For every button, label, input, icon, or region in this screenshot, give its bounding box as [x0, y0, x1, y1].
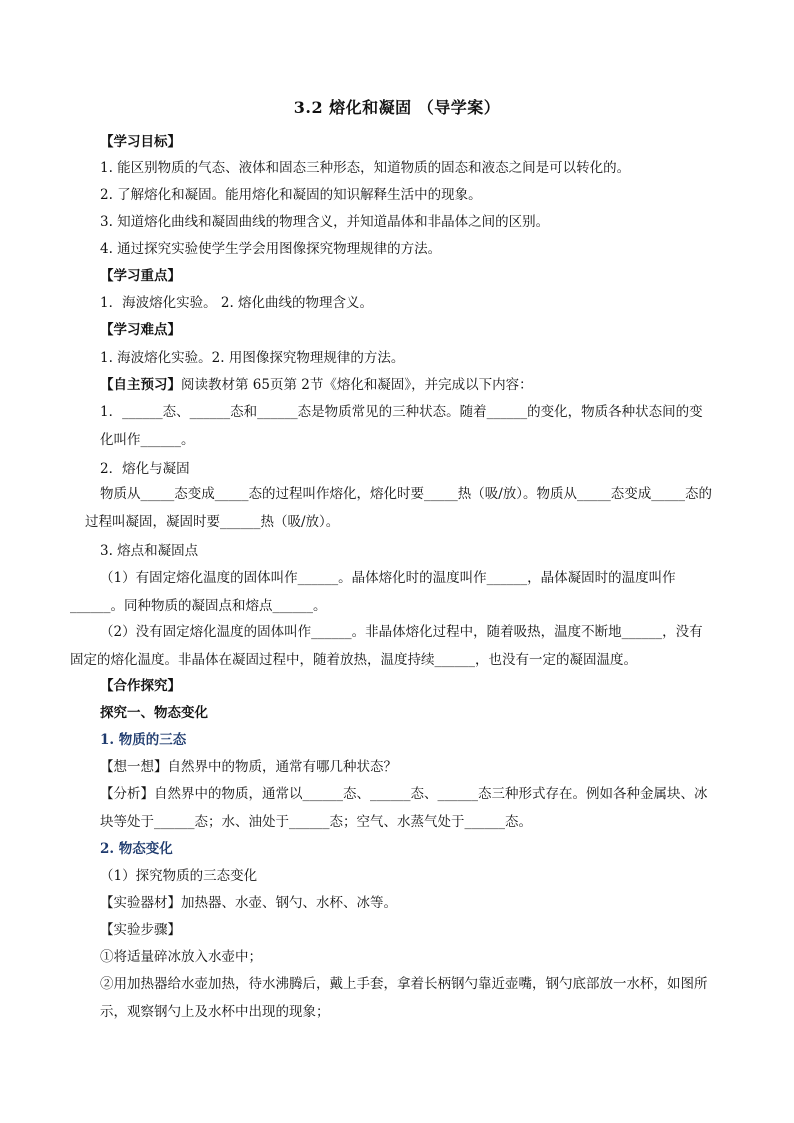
sub-heading-three-states: 1. 物质的三态 [100, 732, 187, 748]
preview-line [100, 375, 714, 395]
key-points-text: 1．海波熔化实验。 2. 熔化曲线的物理含义。 [100, 295, 374, 311]
think-label: 【想一想】 [100, 759, 168, 775]
goal-item-2: 2. 了解熔化和凝固。能用熔化和凝固的知识解释生活中的现象。 [100, 187, 482, 203]
goals-heading: 【学习目标】 [100, 134, 181, 150]
steps-heading: 【实验步骤】 [100, 922, 181, 938]
goal-item-1: 1. 能区别物质的气态、液体和固态三种形态，知道物质的固态和液态之间是可以转化的。 [100, 160, 631, 176]
preview-question-2-title: 2．熔化与凝固 [100, 461, 190, 477]
difficulties-text: 1. 海波熔化实验。2. 用图像探究物理规律的方法。 [100, 350, 405, 366]
analysis-label: 【分析】 [100, 786, 154, 802]
sub2-item-1: （1）探究物质的三态变化 [100, 868, 258, 884]
explore-1-heading: 探究一、物态变化 [100, 705, 208, 721]
step-1: ①将适量碎冰放入水壶中； [100, 949, 262, 965]
preview-question-2: 物质从_____态变成_____态的过程叫作熔化，熔化时要_____热（吸/放）。物质从_____态变成_____态的过程叫凝固，凝固时要______热（吸/放）。 [85, 486, 713, 530]
preview-question-3-2: （2）没有固定熔化温度的固体叫作______。非晶体熔化过程中，随着吸热，温度不断地______，没有固定的熔化温度。非晶体在凝固过程中，随着放热，温度持续______，也没有一定的凝固温度。 [70, 624, 703, 668]
cooperation-heading: 【合作探究】 [100, 678, 181, 694]
equipment-line [100, 893, 714, 913]
difficulties-heading: 【学习难点】 [100, 322, 181, 338]
equipment-label: 【实验器材】 [100, 895, 181, 911]
think-text: 自然界中的物质，通常有哪几种状态？ [167, 759, 397, 775]
analysis-text: 自然界中的物质，通常以______态、______态、______态三种形式存在。例如各种金属块、冰块等处于______态；水、油处于______态；空气、水蒸气处于______态。 [100, 786, 708, 830]
analysis-paragraph [100, 780, 714, 836]
key-points-heading: 【学习重点】 [100, 268, 181, 284]
preview-heading: 【自主预习】 [100, 377, 181, 393]
sub-heading-state-change: 2. 物态变化 [100, 841, 173, 857]
equipment-text: 加热器、水壶、钢勺、水杯、冰等。 [181, 895, 397, 911]
preview-question-3-1: （1）有固定熔化温度的固体叫作______。晶体熔化时的温度叫作______，晶体凝固时的温度叫作______。同种物质的凝固点和熔点______。 [70, 570, 676, 614]
goal-item-4: 4. 通过探究实验使学生学会用图像探究物理规律的方法。 [100, 241, 442, 257]
goal-item-3: 3. 知道熔化曲线和凝固曲线的物理含义，并知道晶体和非晶体之间的区别。 [100, 214, 550, 230]
preview-question-1: 1．______态、______态和______态是物质常见的三种状态。随着______的变化，物质各种状态间的变化叫作______。 [100, 404, 703, 448]
step-2: ②用加热器给水壶加热，待水沸腾后，戴上手套，拿着长柄钢勺靠近壶嘴，钢勺底部放一水杯，如图所示，观察钢勺上及水杯中出现的现象； [100, 976, 708, 1020]
preview-intro: 阅读教材第 65页第 2节《熔化和凝固》，并完成以下内容： [181, 377, 533, 393]
think-line [100, 757, 714, 777]
page-title: 3.2 熔化和凝固 （导学案） [293, 98, 501, 117]
preview-question-3-title: 3. 熔点和凝固点 [100, 543, 199, 559]
